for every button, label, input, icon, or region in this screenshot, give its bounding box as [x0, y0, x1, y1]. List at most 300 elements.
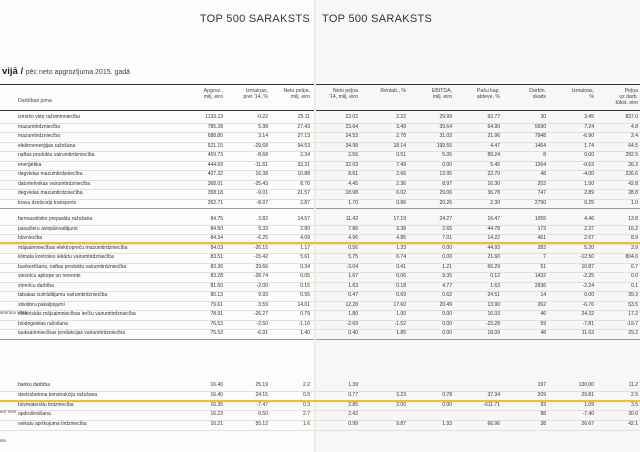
- cell-staff-change: 1.74: [584, 142, 594, 149]
- cell-staff-change: 130.00: [578, 382, 594, 388]
- cell-change: -6.91: [256, 330, 268, 336]
- cell-profit-14: 18.98: [345, 190, 358, 196]
- cell-profit-14: 32.03: [345, 161, 358, 168]
- cell-staff: 8: [543, 152, 546, 158]
- cell-change: 24.15: [255, 391, 268, 398]
- cell-activity: izmiršo viēņ ražotnmniecība: [18, 114, 80, 120]
- cell-profit-14: 0.47: [348, 292, 358, 298]
- cell-change: -26.15: [253, 244, 268, 251]
- cell-profit-14: 4.45: [348, 180, 358, 187]
- cell-profit-14: 0.40: [348, 330, 358, 336]
- cell-staff-change: 2.89: [584, 190, 594, 196]
- cell-per-employee: 0.0: [631, 273, 638, 279]
- cell-activity: naftas produktu vairumtirdzniecība: [18, 152, 95, 158]
- cell-turnover: 688.80: [207, 133, 223, 139]
- cell-equity: 16.03: [487, 311, 500, 317]
- cell-equity: 18.09: [487, 330, 500, 336]
- cell-rentab: 2.36: [396, 180, 406, 187]
- col-profit: Neto peļņa, milj. eiro: [283, 88, 310, 100]
- cell-activity: dzelzsbetona konstrukciju ražošana: [18, 391, 98, 398]
- cell-equity: 89.24: [487, 152, 500, 158]
- cell-profit: 8.70: [300, 180, 310, 187]
- cell-staff-change: -4.00: [582, 171, 594, 177]
- cell-rentab: 6.74: [396, 254, 406, 260]
- cell-profit-14: 1.70: [348, 199, 358, 206]
- cell-profit-14: 5.75: [348, 254, 358, 260]
- cell-activity: degvielas mazumtirdzniecība: [18, 171, 83, 177]
- cell-ebitda: 29.99: [439, 114, 452, 120]
- cell-equity: 37.34: [487, 391, 500, 398]
- highlight-line-2: [0, 400, 640, 402]
- cell-equity: 44.78: [487, 225, 500, 232]
- cell-per-employee: 2.4: [631, 133, 638, 139]
- cell-turnover: 16.23: [210, 411, 223, 418]
- cell-ebitda: 7.01: [442, 235, 452, 241]
- cell-per-employee: 16.2: [628, 225, 638, 232]
- cell-rentab: 0.41: [396, 263, 406, 270]
- right-table-row: [316, 329, 640, 340]
- cell-ebitda: 0.00: [442, 244, 452, 251]
- cell-activity: klimata kontroles iekārtu vairumtirdzniecība: [18, 254, 114, 260]
- cell-staff: 2936: [534, 282, 546, 289]
- cell-staff-change: 4.46: [584, 216, 594, 222]
- right-table-row: [316, 420, 640, 431]
- cell-profit-14: 22.02: [345, 114, 358, 120]
- cell-profit: 1.40: [300, 330, 310, 336]
- cell-rentab: 3.49: [396, 123, 406, 130]
- left-table-row: [0, 199, 316, 210]
- cell-activity: degvielas mazumtirdzniecība: [18, 190, 83, 196]
- cell-per-employee: 2.5: [631, 391, 638, 398]
- cell-rentab: 3.23: [396, 391, 406, 398]
- cell-profit: 5.61: [300, 254, 310, 260]
- cell-change: -25.43: [253, 180, 268, 187]
- cell-per-employee: 804.0: [625, 254, 638, 260]
- cell-turnover: 1133.13: [205, 114, 223, 120]
- col-profit-14: Neto peļņa '14, milj. eiro: [329, 88, 358, 100]
- cell-per-employee: 13.8: [628, 216, 638, 222]
- right-table-row: [316, 199, 640, 210]
- cell-turnover: 84.75: [210, 216, 223, 222]
- col-equity: Pašu kap. atdeve, %: [476, 88, 500, 100]
- right-page: [316, 0, 640, 452]
- cell-activity: kravu dzelzceļa transports: [18, 199, 77, 206]
- cell-profit-14: 1.67: [348, 273, 358, 279]
- cell-equity: 13.90: [487, 301, 500, 308]
- cell-staff-change: -6.76: [582, 301, 594, 308]
- cell-staff: 1264: [534, 161, 546, 168]
- cell-turnover: 16.35: [210, 401, 223, 408]
- col-change: Izmaiņas, pret '14, %: [243, 88, 268, 100]
- cell-turnover: 79.61: [210, 301, 223, 308]
- cell-profit-14: 0.99: [348, 421, 358, 428]
- header-bottom-rule: [0, 110, 316, 111]
- cell-equity: 66.29: [487, 263, 500, 270]
- cell-turnover: 83.51: [210, 254, 223, 260]
- right-header-top-rule: [316, 84, 640, 85]
- cell-profit-14: 1.63: [348, 282, 358, 289]
- cell-profit-14: 11.42: [345, 216, 358, 222]
- cell-change: -8.68: [256, 152, 268, 158]
- cell-ebitda: 0.00: [442, 401, 452, 408]
- cell-staff-change: 0.25: [584, 199, 594, 206]
- cell-profit-14: 2.85: [348, 401, 358, 408]
- col-activity: Darbības joma: [18, 98, 52, 104]
- cell-change: 16.38: [255, 171, 268, 177]
- cell-profit: 27.43: [297, 123, 310, 130]
- cell-staff: 209: [537, 391, 546, 398]
- side-label-2: em VAS: [0, 409, 17, 414]
- cell-staff-change: -12.50: [579, 254, 594, 260]
- cell-turnover: 84.34: [210, 235, 223, 241]
- cell-change: 3.59: [258, 301, 268, 308]
- cell-profit: 27.13: [297, 133, 310, 139]
- cell-profit: 2.7: [303, 411, 310, 418]
- cell-per-employee: 29.2: [628, 330, 638, 336]
- cell-equity: 16.30: [487, 180, 500, 187]
- cell-equity: 93.77: [487, 114, 500, 120]
- cell-turnover: 80.13: [210, 292, 223, 298]
- cell-rentab: 0.06: [396, 273, 406, 279]
- cell-per-employee: 39.3: [628, 292, 638, 298]
- cell-profit-14: 34.98: [345, 142, 358, 149]
- cell-activity: farmaceitisko preparātu ražošana: [18, 216, 93, 222]
- cell-activity: būvmateriālu tirdzniecība: [18, 401, 74, 408]
- cell-turnover: 84.03: [210, 244, 223, 251]
- cell-activity: būvniecība: [18, 235, 43, 241]
- cell-per-employee: 30.6: [628, 411, 638, 418]
- cell-ebitda: 0.00: [442, 311, 452, 317]
- cell-profit: 0.55: [300, 292, 310, 298]
- cell-change: 3.14: [258, 133, 268, 139]
- cell-ebitda: 24.27: [439, 216, 452, 222]
- cell-per-employee: -19.7: [626, 320, 638, 327]
- cell-profit: 14.57: [297, 216, 310, 222]
- cell-staff: 59: [540, 320, 546, 327]
- cell-staff-change: 10.87: [581, 263, 594, 270]
- cell-equity: 36.78: [487, 190, 500, 196]
- left-page-title: TOP 500 SARAKSTS: [199, 13, 310, 25]
- cell-per-employee: 1.0: [631, 199, 638, 206]
- cell-staff-change: -7.40: [582, 411, 594, 418]
- cell-profit: 0.05: [300, 273, 310, 279]
- cell-profit: 10.88: [297, 171, 310, 177]
- cell-staff: 197: [537, 382, 546, 388]
- cell-profit: 94.53: [297, 142, 310, 149]
- cell-activity: datortehnikas vairumtirdzniecība: [18, 180, 90, 187]
- cell-rentab: 18.14: [393, 142, 406, 149]
- cell-change: -6.25: [256, 235, 268, 241]
- cell-profit-14: 2.42: [348, 411, 358, 418]
- cell-staff: 46: [540, 311, 546, 317]
- cell-profit: 1.17: [300, 244, 310, 251]
- cell-activity: pasažieru aviopārvadājumi: [18, 225, 78, 232]
- cell-staff: 51: [540, 263, 546, 270]
- cell-turnover: 444.69: [207, 161, 223, 168]
- cell-profit-14: 2.56: [348, 152, 358, 158]
- cell-profit-14: 23.64: [345, 123, 358, 130]
- cell-per-employee: 42.1: [628, 421, 638, 428]
- col-ebitda: EBITDA, milj. eiro: [431, 88, 452, 100]
- cell-ebitda: 29.06: [439, 190, 452, 196]
- cell-equity: 21.96: [487, 133, 500, 139]
- cell-equity: -23.28: [485, 320, 500, 327]
- cell-turnover: 16.40: [210, 382, 223, 388]
- cell-ebitda: 1.21: [442, 263, 452, 270]
- cell-turnover: 83.36: [210, 263, 223, 270]
- cell-ebitda: 13.95: [439, 171, 452, 177]
- cell-ebitda: 0.00: [442, 161, 452, 168]
- cell-change: -29.68: [253, 142, 268, 149]
- cell-ebitda: 4.77: [442, 282, 452, 289]
- cell-profit-14: 0.77: [348, 391, 358, 398]
- cell-turnover: 368.01: [207, 180, 223, 187]
- cell-change: 5.98: [258, 123, 268, 130]
- cell-turnover: 358.18: [207, 190, 223, 196]
- cell-rentab: 0.69: [396, 292, 406, 298]
- cell-equity: 22.70: [487, 171, 500, 177]
- highlight-line-1: [0, 242, 640, 244]
- cell-profit: 0.3: [303, 401, 310, 408]
- cell-staff-change: 29.81: [581, 391, 594, 398]
- cell-rentab: 9.87: [396, 421, 406, 428]
- cell-staff: 262: [537, 301, 546, 308]
- cell-per-employee: 28.8: [628, 190, 638, 196]
- cell-profit: 14.01: [297, 301, 310, 308]
- cell-staff: 30: [540, 114, 546, 120]
- cell-ebitda: 31.02: [439, 133, 452, 139]
- cell-rentab: 6.02: [396, 190, 406, 196]
- col-staff-change: Izmaiņas, %: [571, 88, 594, 100]
- cell-change: -11.61: [254, 161, 268, 168]
- cell-profit: 33.31: [297, 161, 310, 168]
- cell-turnover: 352.71: [207, 199, 223, 206]
- side-label-3: ste: [0, 438, 7, 443]
- right-header-bottom-rule: [316, 110, 640, 111]
- cell-rentab: 3.38: [396, 225, 406, 232]
- cell-activity: tabakas izstrādājumu vairumtirdzniecība: [18, 292, 108, 298]
- left-table-row: [0, 329, 316, 340]
- cell-rentab: 0.18: [396, 282, 406, 289]
- cell-per-employee: 837.0: [625, 114, 638, 120]
- cell-profit: 2.87: [300, 199, 310, 206]
- cell-ebitda: 0.00: [442, 330, 452, 336]
- cell-equity: -611.71: [483, 401, 500, 408]
- cell-per-employee: 3.5: [631, 401, 638, 408]
- cell-staff-change: -0.63: [582, 161, 594, 168]
- cell-rentab: 7.49: [396, 161, 406, 168]
- cell-ebitda: 1.93: [442, 421, 452, 428]
- cell-staff: 1432: [534, 273, 546, 279]
- subtitle-bold: vijā /: [2, 66, 24, 77]
- cell-staff: 38: [540, 421, 546, 428]
- cell-activity: bunkerēšana, naftas produktu vairumtirdzniecība: [18, 263, 127, 270]
- cell-staff-change: 1.09: [584, 401, 594, 408]
- cell-rentab: 1.85: [396, 330, 406, 336]
- col-staff: Darbin. skaits: [529, 88, 546, 100]
- cell-activity: sīmnīcu darbība: [18, 282, 54, 289]
- cell-ebitda: 20.26: [439, 199, 452, 206]
- cell-ebitda: 0.62: [442, 292, 452, 298]
- cell-staff-change: 2.67: [584, 235, 594, 241]
- cell-per-employee: 6.7: [631, 263, 638, 270]
- cell-ebitda: 20.49: [439, 301, 452, 308]
- cell-turnover: 521.15: [207, 142, 223, 149]
- col-rentab: Rentab., %: [380, 88, 406, 94]
- cell-equity: 24.51: [487, 292, 500, 298]
- cell-profit-14: -2.69: [346, 320, 358, 327]
- cell-profit: 1.6: [303, 421, 310, 428]
- cell-staff: 203: [537, 180, 546, 187]
- cell-profit: 0.79: [300, 311, 310, 317]
- cell-profit-14: 24.53: [345, 133, 358, 139]
- cell-ebitda: 9.35: [442, 273, 452, 279]
- cell-per-employee: 53.5: [628, 301, 638, 308]
- cell-staff-change: -7.81: [582, 320, 594, 327]
- cell-change: -8.97: [256, 199, 268, 206]
- cell-ebitda: 0.00: [442, 320, 452, 327]
- cell-equity: 44.93: [487, 244, 500, 251]
- cell-equity: 4.47: [490, 142, 500, 149]
- col-turnover: Apgroz., milj. eiro: [203, 88, 223, 100]
- cell-turnover: 407.32: [207, 171, 223, 177]
- cell-change: -28.74: [253, 273, 268, 279]
- cell-activity: banku darbība: [18, 382, 50, 388]
- cell-profit: 2.80: [300, 225, 310, 232]
- cell-per-employee: 292.5: [625, 152, 638, 158]
- col-per-employee: Peļņa uz darb. tūkst. eiro: [615, 88, 638, 106]
- cell-equity: 14.22: [487, 235, 500, 241]
- cell-rentab: 2.78: [396, 133, 406, 139]
- cell-profit: 0.34: [300, 263, 310, 270]
- table-subtitle: [2, 66, 130, 77]
- cell-staff-change: 5.20: [584, 244, 594, 251]
- cell-staff-change: 3.45: [584, 114, 594, 120]
- cell-activity: enerģētika: [18, 161, 42, 168]
- cell-rentab: 2.00: [396, 401, 406, 408]
- cell-turnover: 16.21: [210, 421, 223, 428]
- cell-turnover: 459.73: [207, 152, 223, 158]
- cell-activity: lauksaimniecības produkcijas vairumtirdzniecība: [18, 330, 125, 336]
- cell-staff: 173: [537, 225, 546, 232]
- cell-change: 9.93: [258, 292, 268, 298]
- cell-staff: 93: [540, 401, 546, 408]
- cell-per-employee: 11.2: [628, 382, 638, 388]
- cell-change: -0.22: [256, 114, 268, 120]
- cell-staff: 461: [537, 235, 546, 241]
- cell-change: -2.00: [256, 282, 268, 289]
- cell-staff-change: 11.63: [581, 330, 594, 336]
- cell-staff: 14: [540, 292, 546, 298]
- cell-staff-change: 7.24: [584, 123, 594, 130]
- cell-staff: 88: [540, 411, 546, 418]
- cell-turnover: 785.28: [207, 123, 223, 130]
- cell-change: 0.50: [258, 411, 268, 418]
- cell-per-employee: 17.2: [628, 311, 638, 317]
- cell-profit-14: 1.80: [348, 311, 358, 317]
- header-top-rule: [0, 84, 316, 85]
- cell-ebitda: 199.55: [436, 142, 452, 149]
- cell-rentab: 2.22: [396, 114, 406, 120]
- cell-activity: elektroenerģijas ražošana: [18, 142, 76, 149]
- cell-turnover: 78.91: [210, 311, 223, 317]
- cell-profit-14: 12.28: [345, 301, 358, 308]
- cell-rentab: -1.52: [394, 320, 406, 327]
- cell-profit: 2.34: [300, 152, 310, 158]
- cell-profit-14: 4.96: [348, 235, 358, 241]
- cell-activity: apdrošināšana: [18, 411, 51, 418]
- cell-profit-14: 0.56: [348, 244, 358, 251]
- cell-change: -7.47: [256, 401, 268, 408]
- cell-activity: viesnīcu apkope un remonts: [18, 273, 81, 279]
- cell-profit: 0.15: [300, 282, 310, 289]
- cell-rentab: 17.60: [393, 301, 406, 308]
- cell-per-employee: 4.8: [631, 123, 638, 130]
- cell-ebitda: 2.65: [442, 225, 452, 232]
- cell-staff-change: 1.50: [584, 180, 594, 187]
- cell-staff: 1464: [534, 142, 546, 149]
- right-page-title: TOP 500 SARAKSTS: [322, 13, 433, 25]
- cell-activity: elektriskās mājsaimniecības ierīču vairumtirdzniecība: [18, 311, 136, 317]
- cell-staff: 48: [540, 330, 546, 336]
- cell-profit: 25.11: [297, 114, 310, 120]
- cell-profit: 4.09: [300, 235, 310, 241]
- cell-per-employee: 8.9: [631, 235, 638, 241]
- cell-staff: 7948: [534, 133, 546, 139]
- cell-profit-14: 8.61: [348, 171, 358, 177]
- cell-change: -2.50: [256, 320, 268, 327]
- cell-turnover: 84.50: [210, 225, 223, 232]
- left-page: [0, 0, 316, 452]
- subtitle-text: pēc neto apgrozījuma 2015. gadā: [25, 69, 131, 76]
- cell-staff: 747: [537, 190, 546, 196]
- cell-profit-14: -3.04: [346, 263, 358, 270]
- cell-equity: 21.60: [487, 254, 500, 260]
- cell-change: 3.82: [258, 216, 268, 222]
- cell-equity: 64.90: [487, 123, 500, 130]
- cell-staff-change: 0.00: [584, 152, 594, 158]
- cell-activity: veikalu aprīkojuma tirdzniecība: [18, 421, 87, 428]
- cell-rentab: 4.85: [396, 235, 406, 241]
- cell-activity: mājsaimniecības elektropreču mazumtirdzniecība: [18, 244, 128, 251]
- cell-rentab: 0.51: [396, 152, 406, 158]
- cell-rentab: 0.86: [396, 199, 406, 206]
- cell-per-employee: 64.5: [628, 142, 638, 149]
- cell-per-employee: 226.6: [625, 171, 638, 177]
- cell-staff-change: 0.00: [584, 292, 594, 298]
- cell-per-employee: 26.3: [628, 161, 638, 168]
- cell-staff: 2790: [534, 199, 546, 206]
- cell-staff-change: 26.67: [581, 421, 594, 428]
- cell-profit: 2.2: [303, 382, 310, 388]
- cell-change: -26.27: [253, 311, 268, 317]
- cell-turnover: 76.53: [210, 320, 223, 327]
- side-label-1: sīmnīca VSIA: [0, 310, 28, 315]
- cell-staff-change: -2.25: [582, 273, 594, 279]
- cell-staff-change: 24.32: [581, 311, 594, 317]
- cell-staff-change: -2.24: [582, 282, 594, 289]
- cell-profit-14: 1.39: [348, 382, 358, 388]
- cell-rentab: 1.00: [396, 311, 406, 317]
- cell-equity: 1.63: [490, 282, 500, 289]
- cell-rentab: 1.33: [396, 244, 406, 251]
- cell-profit: 21.57: [297, 190, 310, 196]
- cell-activity: stividoru pakalpojumi: [18, 301, 65, 308]
- cell-rentab: 17.19: [393, 216, 406, 222]
- cell-per-employee: 42.8: [628, 180, 638, 187]
- cell-profit: 0.5: [303, 391, 310, 398]
- cell-ebitda: 5.05: [442, 152, 452, 158]
